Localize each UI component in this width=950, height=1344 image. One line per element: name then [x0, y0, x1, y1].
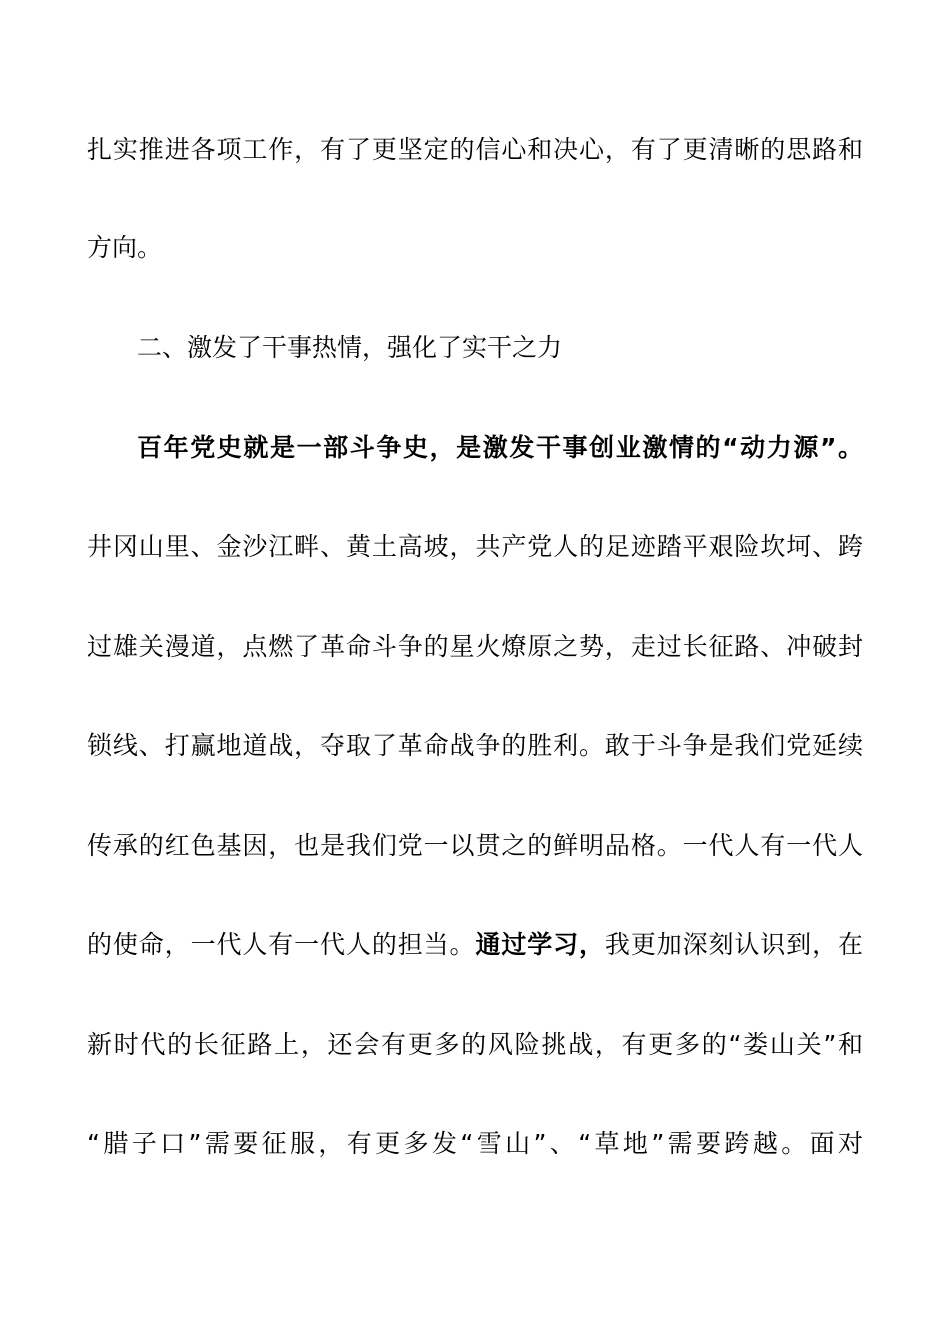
paragraph-line: 新时代的长征路上，还会有更多的风险挑战，有更多的“娄山关”和	[87, 1030, 863, 1059]
paragraph-line: 方向。	[87, 233, 163, 262]
paragraph-line: 扎实推进各项工作，有了更坚定的信心和决心，有了更清晰的思路和	[87, 135, 863, 164]
paragraph-line: 过雄关漫道，点燃了革命斗争的星火燎原之势，走过长征路、冲破封	[87, 632, 863, 661]
paragraph-line: 锁线、打赢地道战，夺取了革命战争的胜利。敢于斗争是我们党延续	[87, 731, 863, 760]
paragraph-line: 井冈山里、金沙江畔、黄土高坡，共产党人的足迹踏平艰险坎坷、跨	[87, 532, 863, 561]
text-segment: 我更加深刻认识到，在	[604, 930, 863, 959]
bold-lead-sentence: 百年党史就是一部斗争史，是激发干事创业激情的“动力源”。	[137, 433, 863, 462]
paragraph-line: 传承的红色基因，也是我们党一以贯之的鲜明品格。一代人有一代人	[87, 831, 863, 860]
paragraph-line-mixed	[87, 925, 863, 965]
section-heading: 二、激发了干事热情，强化了实干之力	[137, 333, 563, 362]
paragraph-line: “腊子口”需要征服，有更多发“雪山”、“草地”需要跨越。面对	[87, 1129, 863, 1158]
bold-text-segment: 通过学习，	[475, 930, 605, 959]
text-segment: 的使命，一代人有一代人的担当。	[87, 930, 476, 959]
